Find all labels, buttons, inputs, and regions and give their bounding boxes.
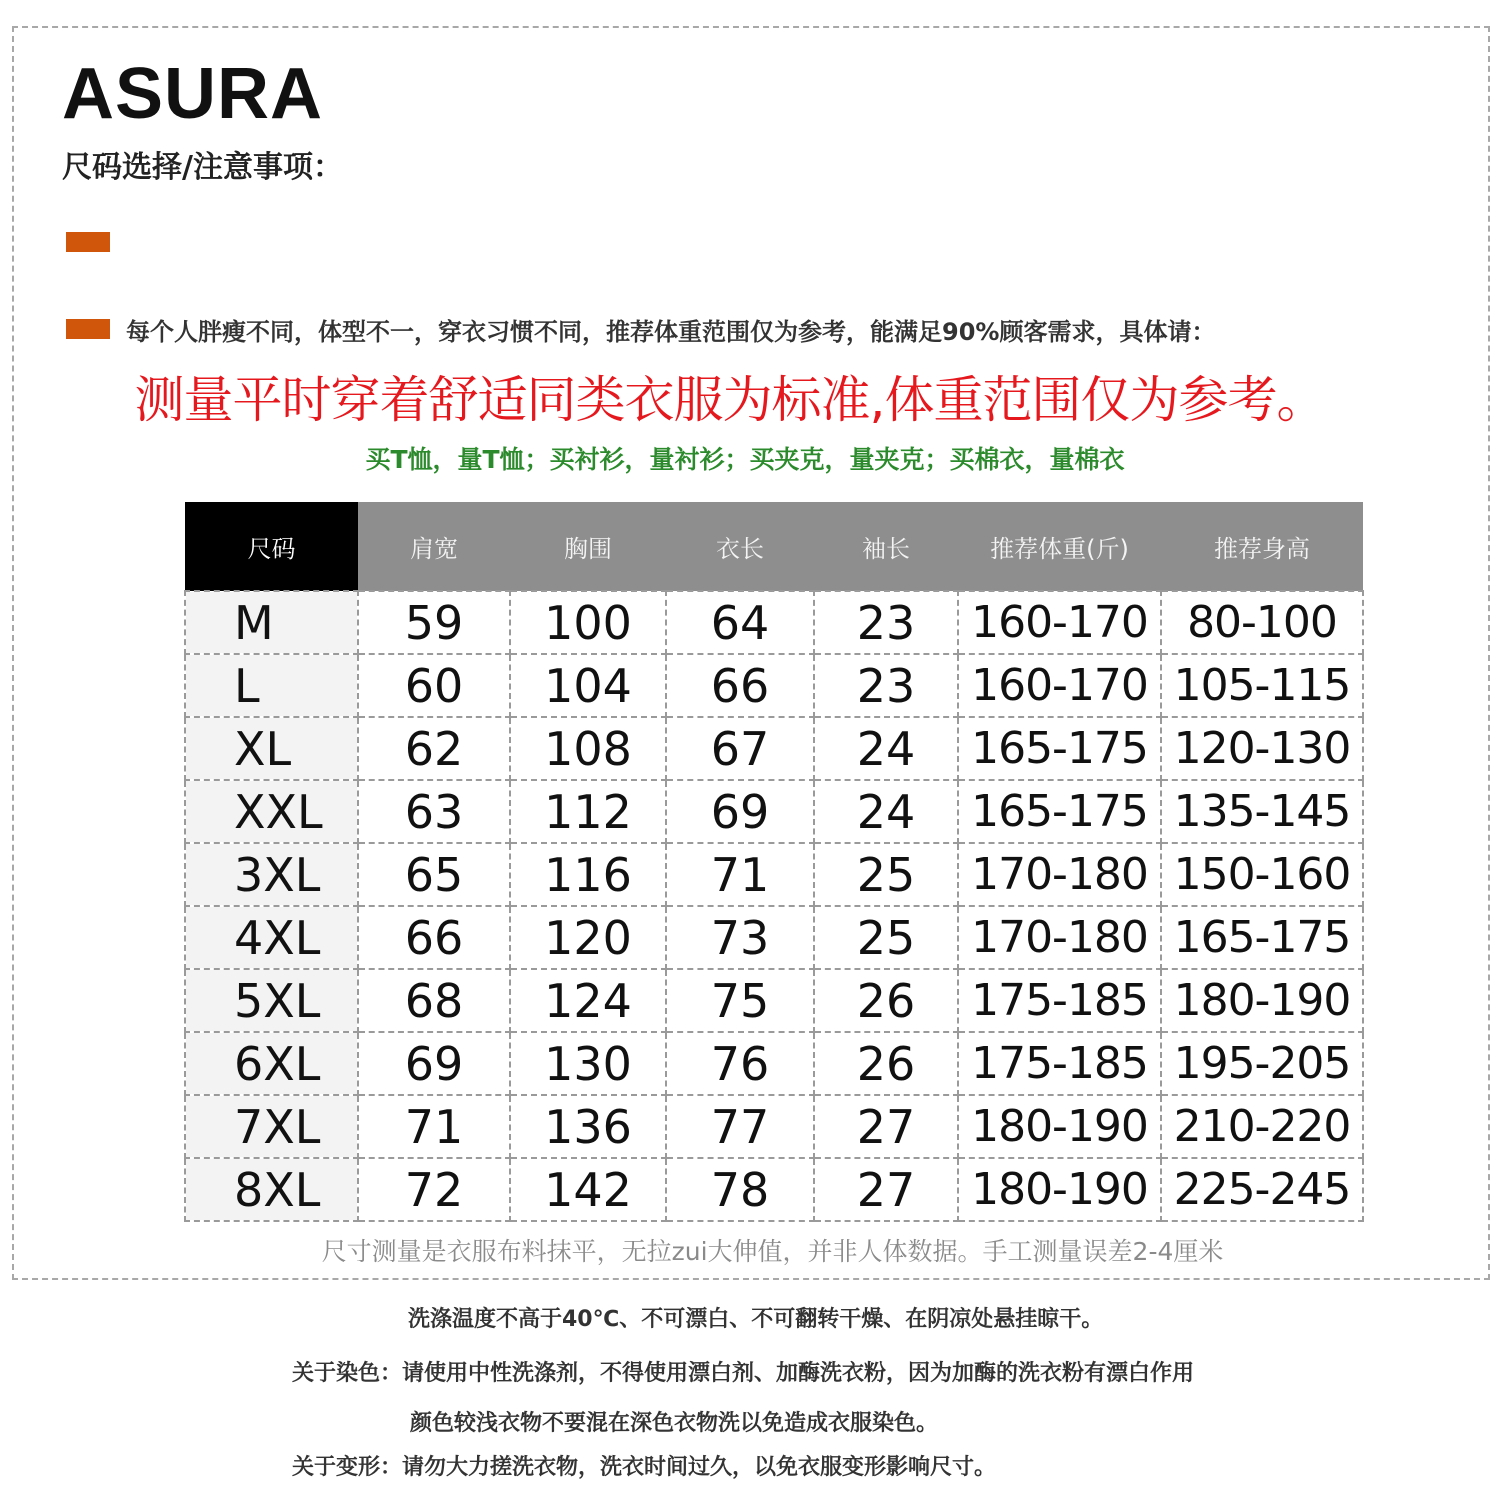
header-shoulder: 肩宽 (358, 502, 510, 591)
cell-shoulder: 65 (358, 843, 510, 906)
brand-logo: ASURA (62, 54, 324, 134)
cell-chest: 124 (510, 969, 666, 1032)
accent-bar-bullet (66, 319, 110, 339)
header-length: 衣长 (666, 502, 814, 591)
cell-weight: 165-175 (958, 717, 1161, 780)
cell-length: 64 (666, 591, 814, 654)
care-dye-continued: 颜色较浅衣物不要混在深色衣物洗以免造成衣服染色。 (410, 1411, 939, 1436)
cell-sleeve: 23 (814, 591, 958, 654)
table-row (185, 1158, 1363, 1221)
cell-sleeve: 26 (814, 1032, 958, 1095)
table-row (185, 843, 1363, 906)
cell-shoulder: 59 (358, 591, 510, 654)
table-row (185, 654, 1363, 717)
cell-weight: 160-170 (958, 591, 1161, 654)
cell-height: 150-160 (1161, 843, 1363, 906)
cell-chest: 104 (510, 654, 666, 717)
header-weight: 推荐体重(斤) (958, 502, 1161, 591)
cell-size: XXL (185, 780, 358, 843)
cell-shoulder: 69 (358, 1032, 510, 1095)
cell-weight: 160-170 (958, 654, 1161, 717)
cell-shoulder: 63 (358, 780, 510, 843)
cell-length: 78 (666, 1158, 814, 1221)
cell-size: M (185, 591, 358, 654)
cell-sleeve: 27 (814, 1095, 958, 1158)
table-row (185, 906, 1363, 969)
table-row (185, 1095, 1363, 1158)
table-row (185, 780, 1363, 843)
cell-shoulder: 72 (358, 1158, 510, 1221)
cell-size: XL (185, 717, 358, 780)
cell-height: 80-100 (1161, 591, 1363, 654)
cell-sleeve: 24 (814, 717, 958, 780)
cell-size: 6XL (185, 1032, 358, 1095)
cell-chest: 108 (510, 717, 666, 780)
cell-sleeve: 26 (814, 969, 958, 1032)
cell-height: 195-205 (1161, 1032, 1363, 1095)
cell-length: 73 (666, 906, 814, 969)
cell-chest: 112 (510, 780, 666, 843)
cell-weight: 180-190 (958, 1158, 1161, 1221)
cell-weight: 175-185 (958, 1032, 1161, 1095)
cell-height: 210-220 (1161, 1095, 1363, 1158)
cell-weight: 165-175 (958, 780, 1161, 843)
cell-size: 4XL (185, 906, 358, 969)
cell-length: 76 (666, 1032, 814, 1095)
cell-shoulder: 71 (358, 1095, 510, 1158)
cell-weight: 170-180 (958, 906, 1161, 969)
cell-weight: 175-185 (958, 969, 1161, 1032)
header-height: 推荐身高 (1161, 502, 1363, 591)
cell-height: 135-145 (1161, 780, 1363, 843)
table-header-row (185, 502, 1363, 591)
cell-shoulder: 62 (358, 717, 510, 780)
cell-size: L (185, 654, 358, 717)
cell-chest: 130 (510, 1032, 666, 1095)
header-sleeve: 袖长 (814, 502, 958, 591)
cell-sleeve: 25 (814, 843, 958, 906)
cell-size: 8XL (185, 1158, 358, 1221)
tip-text: 买T恤，量T恤；买衬衫，量衬衫；买夹克，量夹克；买棉衣，量棉衣 (365, 445, 1125, 474)
cell-length: 66 (666, 654, 814, 717)
cell-size: 5XL (185, 969, 358, 1032)
cell-size: 7XL (185, 1095, 358, 1158)
cell-chest: 120 (510, 906, 666, 969)
care-washing: 洗涤温度不高于40℃、不可漂白、不可翻转干燥、在阴凉处悬挂晾干。 (408, 1307, 1104, 1332)
page-title: 尺码选择/注意事项： (62, 150, 343, 185)
cell-length: 75 (666, 969, 814, 1032)
cell-shoulder: 60 (358, 654, 510, 717)
cell-length: 67 (666, 717, 814, 780)
accent-bar (66, 232, 110, 252)
cell-length: 77 (666, 1095, 814, 1158)
cell-sleeve: 25 (814, 906, 958, 969)
cell-weight: 170-180 (958, 843, 1161, 906)
cell-height: 120-130 (1161, 717, 1363, 780)
cell-length: 71 (666, 843, 814, 906)
cell-shoulder: 68 (358, 969, 510, 1032)
cell-height: 225-245 (1161, 1158, 1363, 1221)
cell-size: 3XL (185, 843, 358, 906)
cell-shoulder: 66 (358, 906, 510, 969)
header-size: 尺码 (185, 502, 358, 591)
highlight-text: 测量平时穿着舒适同类衣服为标准,体重范围仅为参考。 (134, 371, 1326, 429)
cell-chest: 116 (510, 843, 666, 906)
care-deform: 关于变形：请勿大力搓洗衣物，洗衣时间过久，以免衣服变形影响尺寸。 (292, 1455, 997, 1480)
cell-length: 69 (666, 780, 814, 843)
cell-weight: 180-190 (958, 1095, 1161, 1158)
measurement-note: 尺寸测量是衣服布料抹平，无拉zui大伸值，并非人体数据。手工测量误差2-4厘米 (321, 1237, 1224, 1266)
table-row (185, 591, 1363, 654)
cell-chest: 142 (510, 1158, 666, 1221)
cell-height: 105-115 (1161, 654, 1363, 717)
cell-height: 165-175 (1161, 906, 1363, 969)
cell-sleeve: 27 (814, 1158, 958, 1221)
header-chest: 胸围 (510, 502, 666, 591)
notice-text: 每个人胖瘦不同，体型不一，穿衣习惯不同，推荐体重范围仅为参考，能满足90%顾客需求，具体请： (126, 318, 1216, 346)
cell-chest: 100 (510, 591, 666, 654)
table-row (185, 1032, 1363, 1095)
table-row (185, 969, 1363, 1032)
cell-height: 180-190 (1161, 969, 1363, 1032)
cell-chest: 136 (510, 1095, 666, 1158)
cell-sleeve: 23 (814, 654, 958, 717)
care-dye: 关于染色：请使用中性洗涤剂，不得使用漂白剂、加酶洗衣粉，因为加酶的洗衣粉有漂白作用 (292, 1361, 1195, 1386)
size-table (184, 502, 1364, 1222)
cell-sleeve: 24 (814, 780, 958, 843)
table-row (185, 717, 1363, 780)
